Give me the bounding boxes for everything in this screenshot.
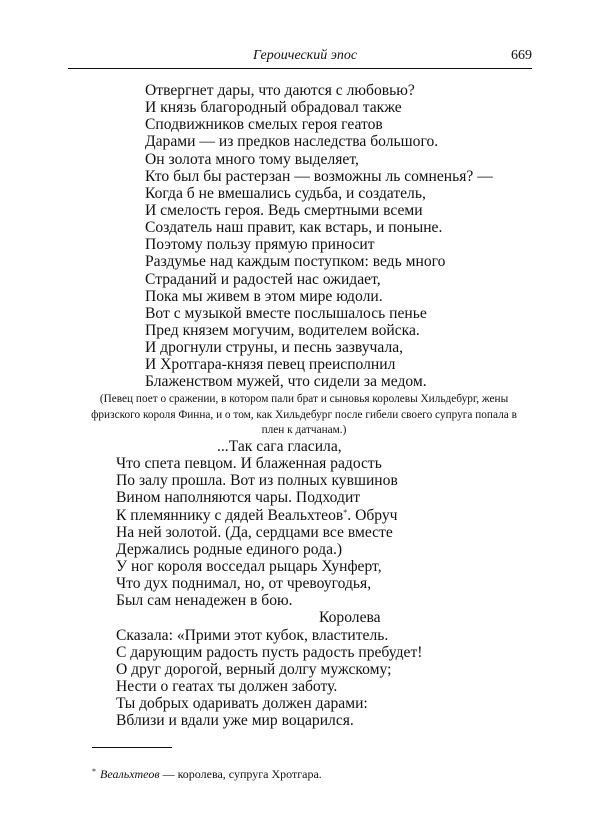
verse-line: У ног короля восседал рыцарь Хунферт, (116, 557, 382, 575)
page-header (68, 48, 532, 68)
verse-line (116, 507, 422, 524)
verse-line: Вот с музыкой вместе послышалось пенье (145, 304, 427, 322)
verse-line: Дарами — из предков наследства большого. (145, 133, 439, 151)
verse-line: И смелость героя. Ведь смертными всеми (145, 201, 423, 219)
verse-line: Сподвижников смелых героя геатов (145, 116, 383, 134)
prose-line: плен к датчанам.) (261, 424, 347, 436)
verse-line: По залу прошла. Вот из полных кувшинов (116, 472, 398, 490)
verse-stanza-2 (116, 438, 422, 729)
verse-line: И Хротгара-князя певец преисполнил (145, 356, 396, 374)
verse-line: Что дух поднимал, но, от чревоугодья, (116, 575, 372, 593)
verse-line: Блаженством мужей, что сидели за медом. (145, 373, 427, 391)
speaker-label: Королева (319, 609, 381, 627)
verse-line: ...Так сага гласила, (217, 438, 342, 455)
verse-line: Держались родные единого рода.) (116, 540, 343, 558)
footnote-rule (92, 747, 172, 748)
verse-line: Что спета певцом. И блаженная радость (116, 455, 382, 473)
verse-line: Создатель наш правит, как встарь, и поныне. (145, 219, 443, 237)
verse-line: С дарующим радость пусть радость пребудет! (116, 643, 423, 661)
prose-line: фризского короля Финна, и о том, как Хильдебург после гибели своего супруга попала в (91, 408, 517, 421)
verse-line: И дрогнули струны, и песнь зазвучала, (145, 339, 404, 357)
prose-line: (Певец поет о сражении, в котором пали брат и сыновья королевы Хильдебург, жены (99, 393, 509, 405)
footnote-text: — королева, супруга Хротгара. (159, 767, 322, 781)
verse-line: Когда б не вмешались судьба, и создатель, (145, 184, 426, 202)
verse-line: Пред князем могучим, водителем войска. (145, 321, 420, 339)
verse-line: Поэтому пользу прямую приносит (145, 236, 375, 254)
verse-line: И князь благородный обрадовал также (145, 99, 402, 117)
footnote-reference: * (343, 507, 348, 517)
header-rule (68, 68, 532, 69)
verse-line: Вином наполняются чары. Подходит (116, 489, 361, 507)
verse-line: Вблизи и вдали уже мир воцарился. (116, 712, 354, 730)
verse-line: На ней золотой. (Да, сердцами все вместе (116, 523, 393, 541)
verse-line: О друг дорогой, верный долгу мужскому; (116, 660, 392, 678)
verse-line: Ты добрых одаривать должен дарами: (116, 695, 368, 713)
verse-line: Нести о геатах ты должен заботу. (116, 677, 338, 695)
footnote-term: Веальхтеов (100, 767, 160, 781)
footnote (92, 767, 322, 782)
verse-line: Пока мы живем в этом мире юдоли. (145, 287, 383, 305)
running-title: Героический эпос (253, 48, 358, 63)
verse-line: Был сам ненадежен в бою. (116, 592, 293, 610)
verse-line: Кто был бы растерзан — возможны ль сомненья? — (145, 167, 493, 185)
verse-line: Страданий и радостей нас ожидает, (145, 270, 381, 288)
verse-line: Раздумье над каждым поступком: ведь много (145, 253, 446, 271)
verse-line: Он золота много тому выделяет, (145, 150, 359, 168)
verse-text: . Обруч (347, 506, 398, 524)
prose-summary (66, 392, 542, 439)
page-number: 669 (511, 48, 532, 63)
verse-line: Сказала: «Прими этот кубок, властитель. (116, 626, 389, 644)
verse-line: Отвергнет дары, что даются с любовью? (145, 82, 415, 99)
verse-stanza-1 (145, 82, 493, 391)
footnote-marker: * (92, 767, 96, 776)
verse-text: К племяннику с дядей Веальхтеов (116, 506, 344, 524)
